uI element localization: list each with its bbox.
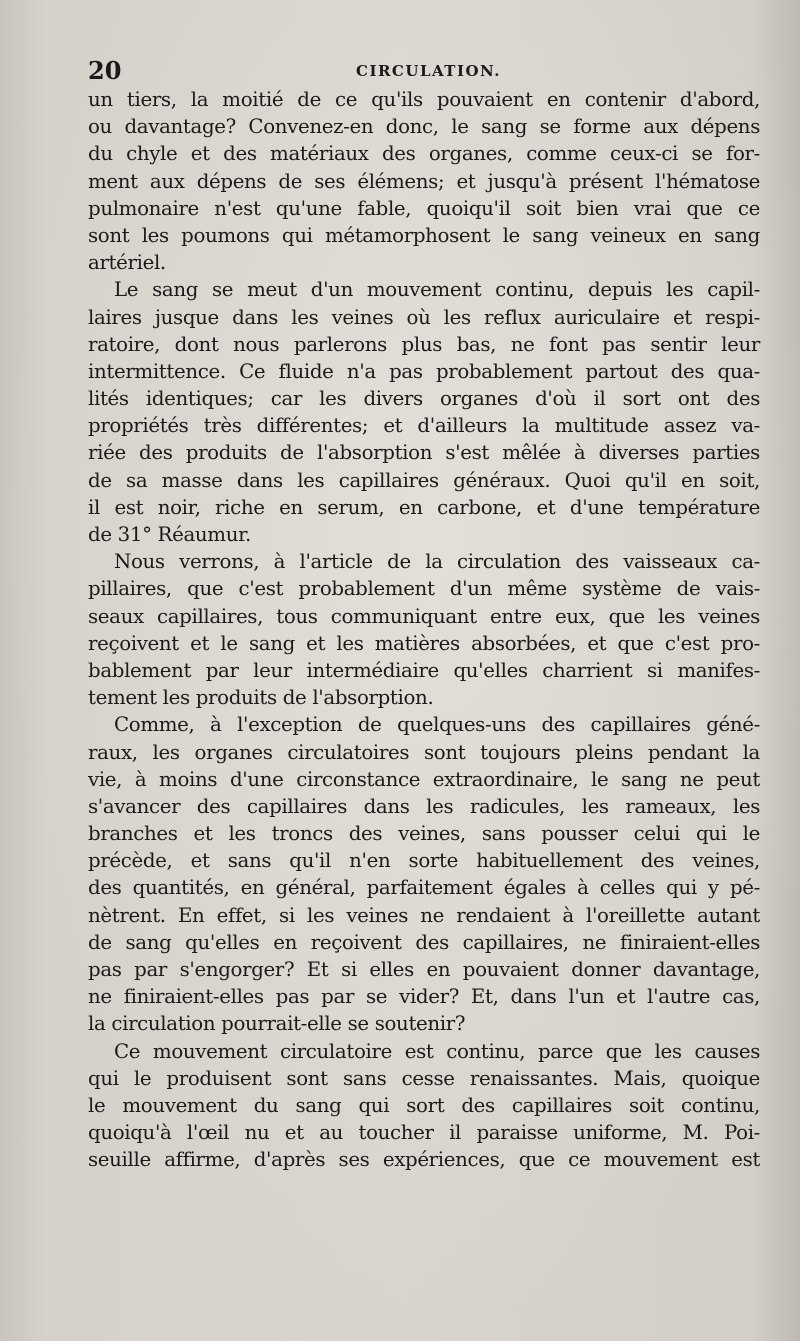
text-line: le mouvement du sang qui sort des capillaires soit continu, <box>88 1093 760 1117</box>
text-line: qui le produisent sont sans cesse renaissantes. Mais, quoique <box>88 1066 760 1090</box>
text-line: seaux capillaires, tous communiquant entre eux, que les veines <box>88 604 760 628</box>
text-line: de sa masse dans les capillaires généraux. Quoi qu'il en soit, <box>88 468 760 492</box>
text-line: vie, à moins d'une circonstance extraordinaire, le sang ne peut <box>88 767 760 791</box>
text-line: Nous verrons, à l'article de la circulation des vaisseaux ca- <box>114 550 760 574</box>
text-line: tement les produits de l'absorption. <box>88 686 434 710</box>
text-line: intermittence. Ce fluide n'a pas probablement partout des qua- <box>88 359 760 383</box>
text-line: laires jusque dans les veines où les reflux auriculaire et respi- <box>88 305 760 329</box>
text-line: Ce mouvement circulatoire est continu, parce que les causes <box>114 1039 760 1063</box>
text-line: précède, et sans qu'il n'en sorte habituellement des veines, <box>88 849 760 873</box>
text-line: un tiers, la moitié de ce qu'ils pouvaient en contenir d'abord, <box>88 88 760 111</box>
text-line: Comme, à l'exception de quelques-uns des capillaires géné- <box>114 713 760 737</box>
text-line: branches et les troncs des veines, sans pousser celui qui le <box>88 822 760 846</box>
text-line: Le sang se meut d'un mouvement continu, depuis les capil- <box>114 278 760 302</box>
running-head <box>88 56 758 88</box>
text-line: ou davantage? Convenez-en donc, le sang se forme aux dépens <box>88 115 760 139</box>
text-line: du chyle et des matériaux des organes, comme ceux-ci se for- <box>88 142 760 166</box>
text-line: raux, les organes circulatoires sont toujours pleins pendant la <box>88 740 760 764</box>
text-line: de 31° Réaumur. <box>88 523 251 546</box>
page-number: 20 <box>88 56 122 85</box>
text-line: pas par s'engorger? Et si elles en pouvaient donner davantage, <box>88 958 760 981</box>
text-line: sont les poumons qui métamorphosent le sang veineux en sang <box>88 223 760 247</box>
text-line: ment aux dépens de ses élémens; et jusqu'à présent l'hématose <box>88 169 760 193</box>
text-line: reçoivent et le sang et les matières absorbées, et que c'est pro- <box>88 631 760 655</box>
text-line: de sang qu'elles en reçoivent des capillaires, ne finiraient-elles <box>88 930 760 954</box>
text-line: la circulation pourrait-elle se soutenir? <box>88 1012 466 1036</box>
text-line: lités identiques; car les divers organes d'où il sort ont des <box>88 387 760 411</box>
text-line: il est noir, riche en serum, en carbone, et d'une température <box>88 495 760 519</box>
running-title: CIRCULATION. <box>356 62 502 80</box>
text-line: bablement par leur intermédiaire qu'elles charrient si manifes- <box>88 658 760 682</box>
text-line: des quantités, en général, parfaitement égales à celles qui y pé- <box>88 876 760 900</box>
text-line: seuille affirme, d'après ses expériences, que ce mouvement est <box>88 1148 760 1172</box>
text-line: riée des produits de l'absorption s'est mêlée à diverses parties <box>88 441 760 465</box>
text-line: artériel. <box>88 251 166 275</box>
body-text <box>88 86 760 1174</box>
text-line: pulmonaire n'est qu'une fable, quoiqu'il soit bien vrai que ce <box>88 196 760 220</box>
text-line: s'avancer des capillaires dans les radicules, les rameaux, les <box>88 794 760 818</box>
text-line: propriétés très différentes; et d'ailleurs la multitude assez va- <box>88 414 760 438</box>
text-line: quoiqu'à l'œil nu et au toucher il paraisse uniforme, M. Poi- <box>88 1121 760 1145</box>
text-line: ne finiraient-elles pas par se vider? Et, dans l'un et l'autre cas, <box>88 985 760 1009</box>
text-line: ratoire, dont nous parlerons plus bas, ne font pas sentir leur <box>88 332 760 356</box>
text-line: pillaires, que c'est probablement d'un même système de vais- <box>88 577 760 601</box>
text-line: nètrent. En effet, si les veines ne rendaient à l'oreillette autant <box>88 903 760 927</box>
